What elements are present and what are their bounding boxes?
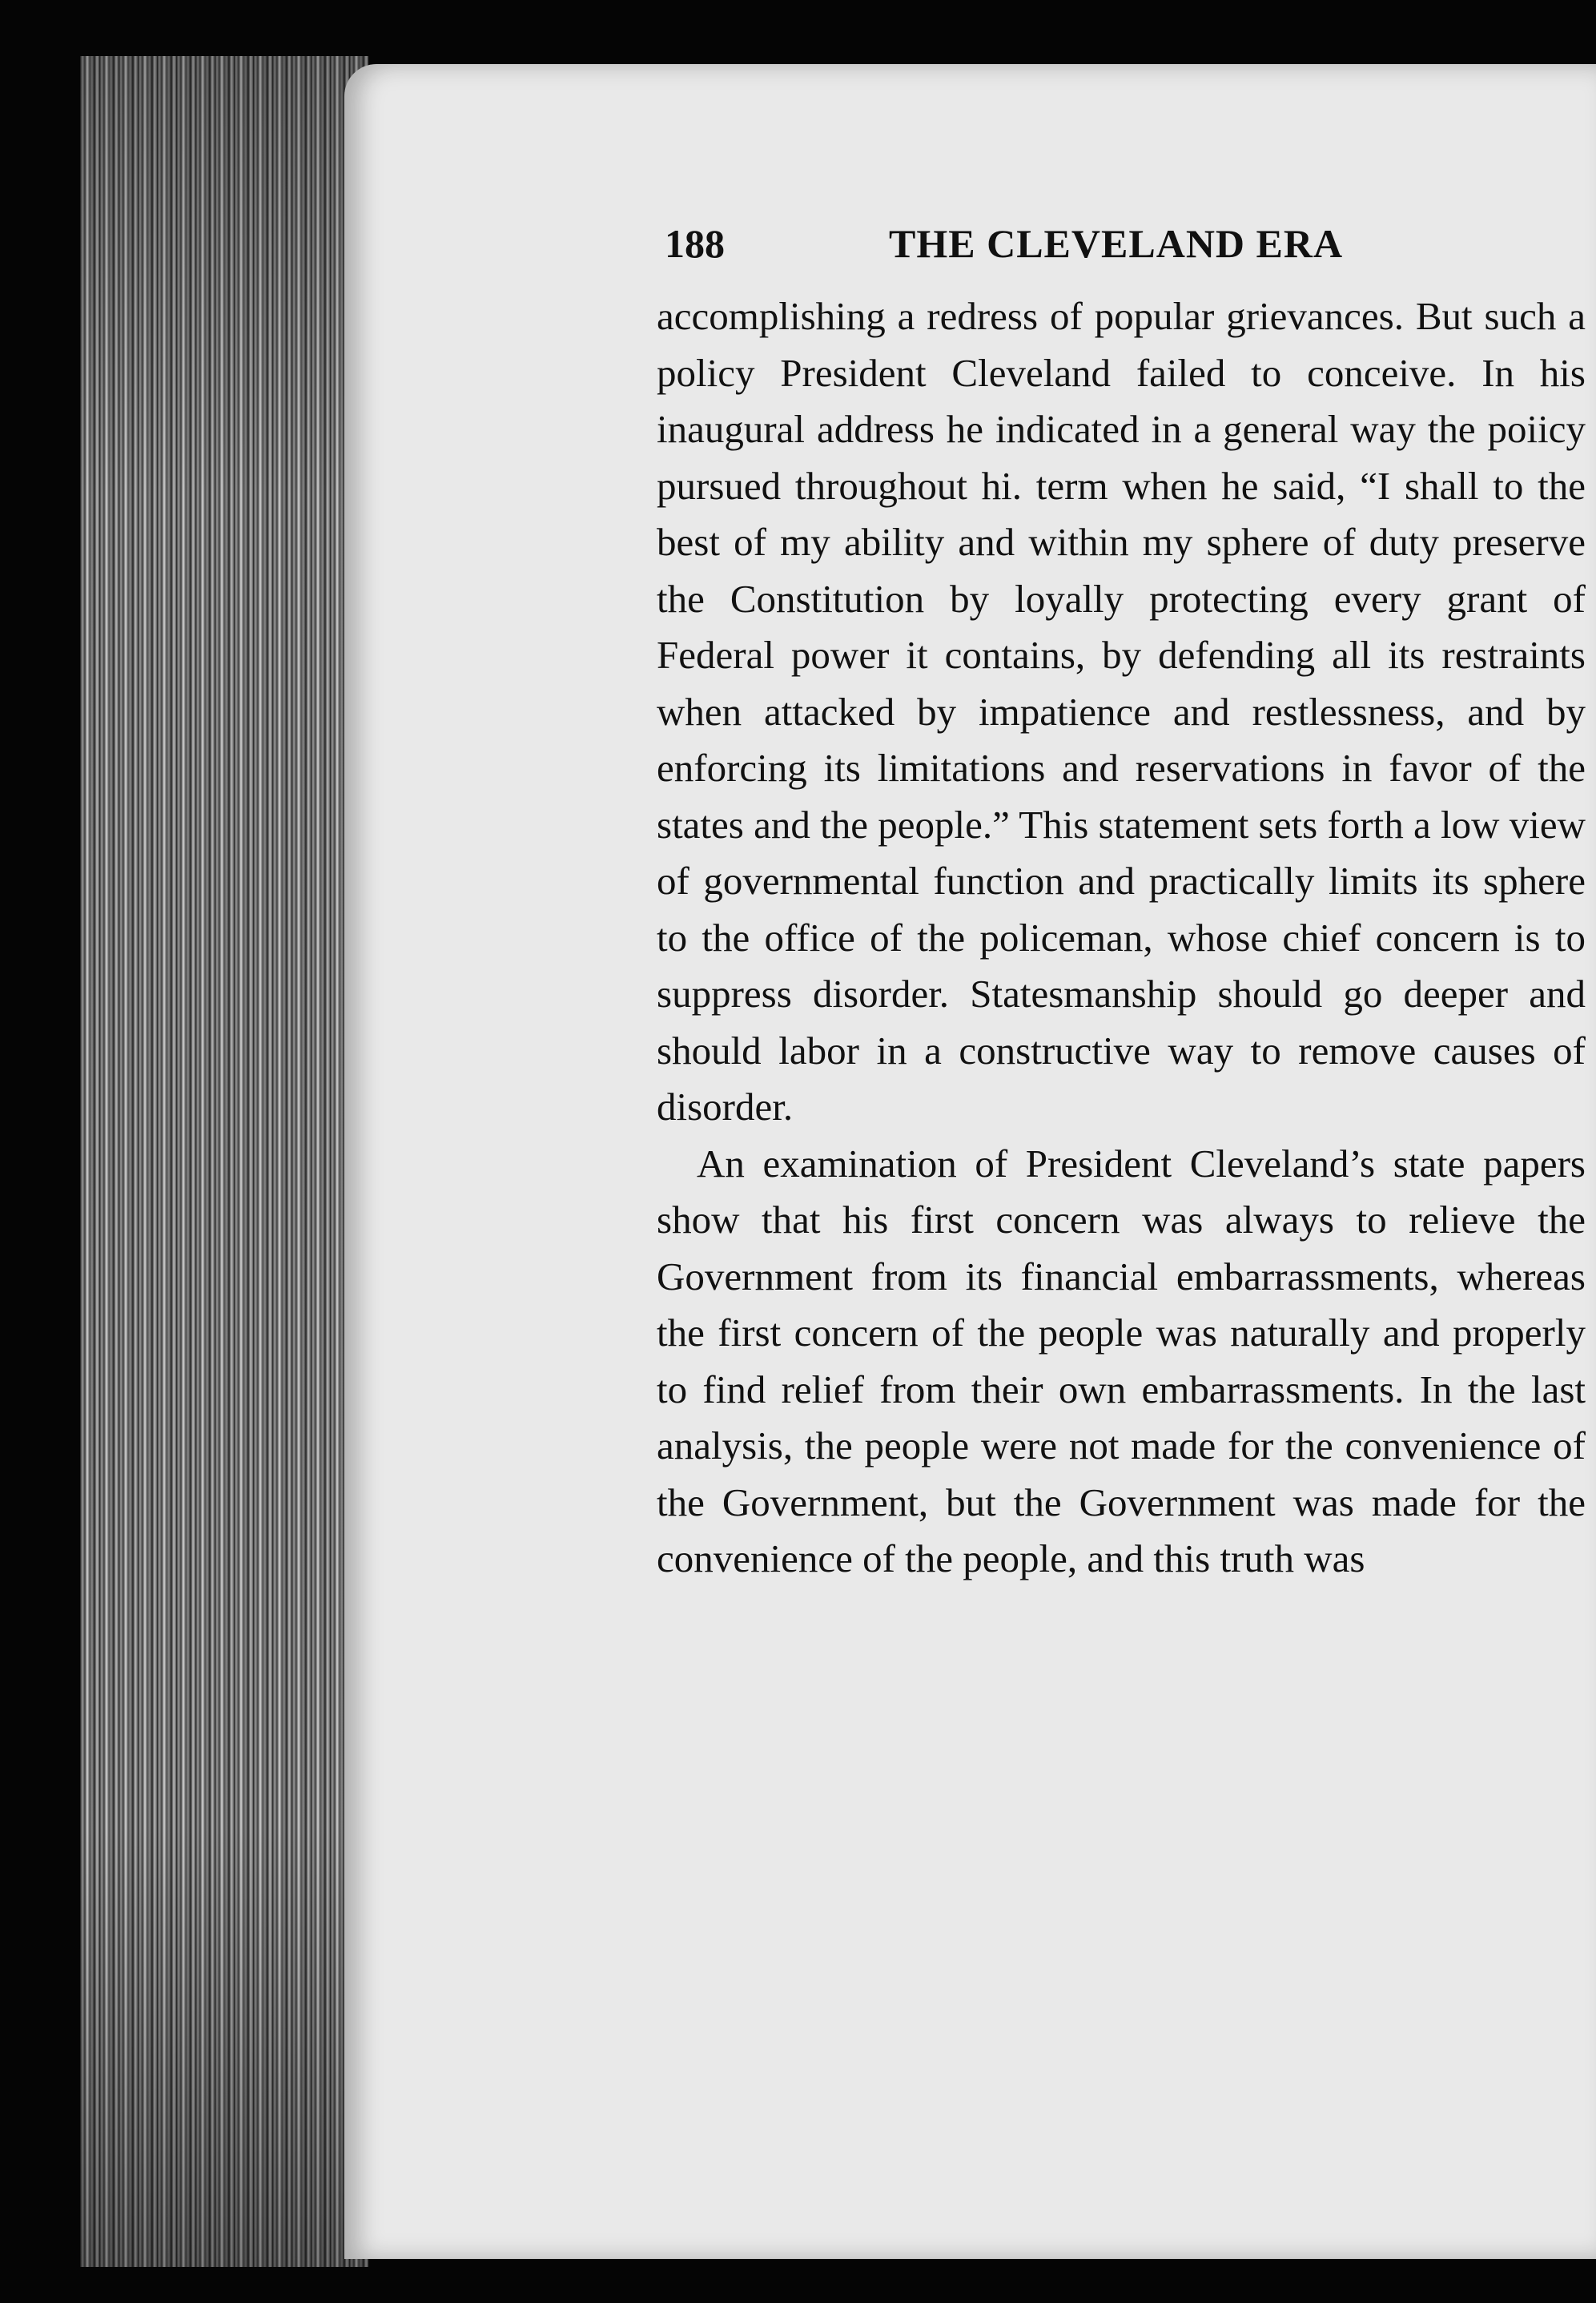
body-text	[657, 288, 1586, 1588]
page-number: 188	[665, 221, 725, 266]
running-title: THE CLEVELAND ERA	[889, 221, 1344, 266]
book-page	[344, 64, 1596, 2259]
paragraph: An examination of President Cleveland’s state papers show that his first concern was always to relieve the Government from its financial embarrassments, whereas the first concern of the people was naturally and properly to find relief from their own embarrassments. In the last analysis, the people were not made for the convenience of the Government, but the Government was made for the convenience of the people, and this truth was	[657, 1141, 1586, 1580]
book-page-edges	[80, 56, 368, 2267]
paragraph: accomplishing a redress of popular grievances. But such a policy President Cleveland failed to conceive. In his inaugural address he indicated in a general way the poiicy pursued throughout hi. term when he said, “I shall to the best of my ability and within my sphere of duty preserve the Constitution by loyally protecting every grant of Federal power it contains, by defending all its restraints when attacked by impatience and restlessness, and by enforcing its limitations and reservations in favor of the states and the people.” This statement sets forth a low view of governmental function and practically limits its sphere to the office of the policeman, whose chief concern is to suppress disorder. Statesmanship should go deeper and should labor in a constructive way to remove causes of disorder.	[657, 294, 1586, 1129]
